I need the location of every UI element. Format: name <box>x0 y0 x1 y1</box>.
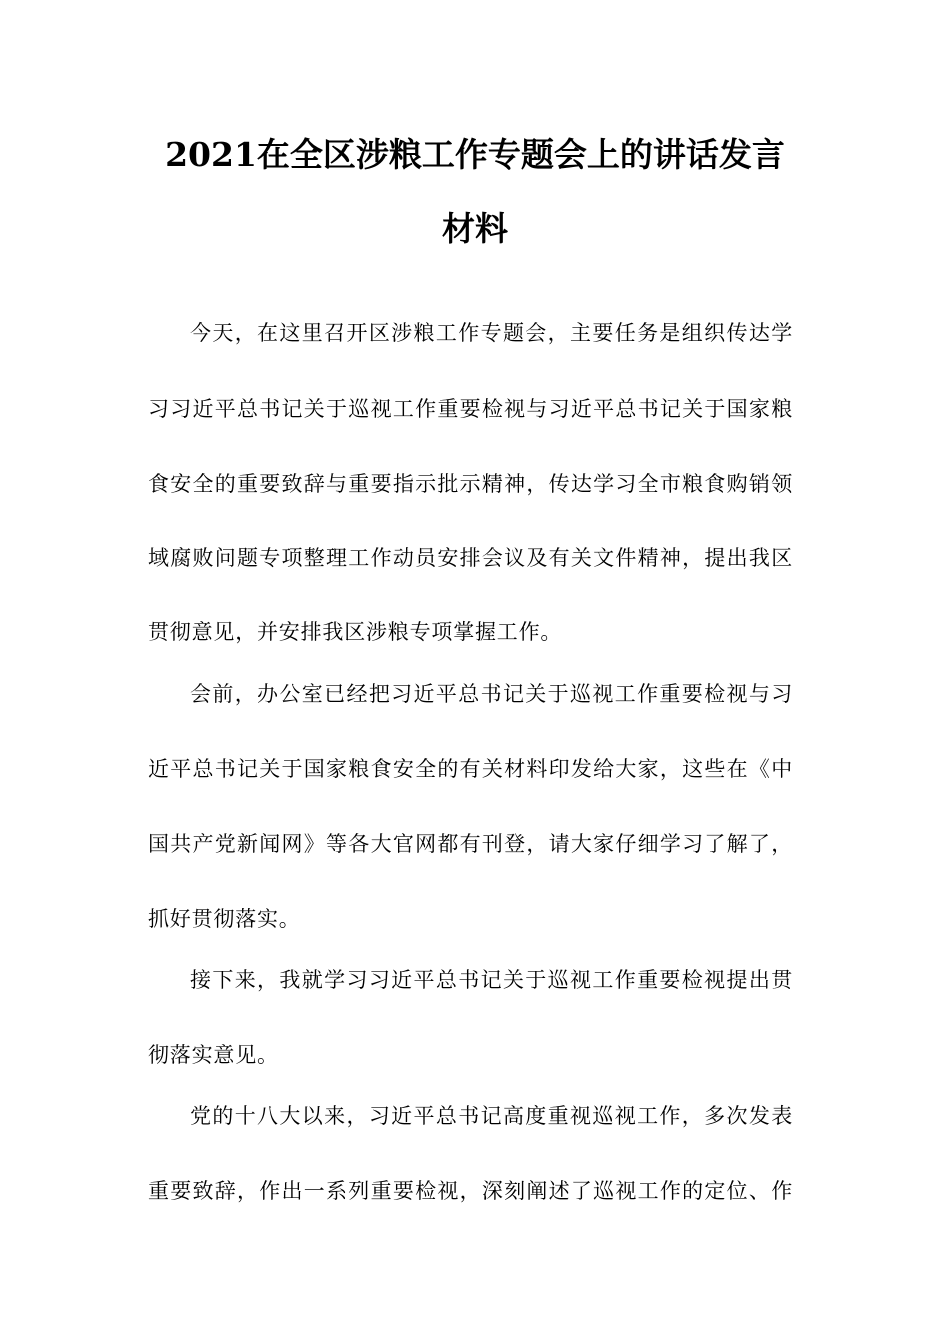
paragraph-line: 国共产党新闻网》等各大官网都有刊登，请大家仔细学习了解了， <box>148 832 793 856</box>
document-title-line-1: 2021在全区涉粮工作专题会上的讲话发言 <box>165 135 785 174</box>
paragraph-line: 重要致辞，作出一系列重要检视，深刻阐述了巡视工作的定位、作 <box>148 1179 793 1203</box>
paragraph-line: 食安全的重要致辞与重要指示批示精神，传达学习全市粮食购销领 <box>148 472 793 496</box>
paragraph-line: 贯彻意见，并安排我区涉粮专项掌握工作。 <box>148 620 563 644</box>
paragraph-line: 抓好贯彻落实。 <box>148 907 301 931</box>
paragraph-line: 接下来，我就学习习近平总书记关于巡视工作重要检视提出贯 <box>190 968 793 992</box>
paragraph-line: 彻落实意见。 <box>148 1043 279 1067</box>
document-title-line-2: 材料 <box>442 209 508 248</box>
paragraph-line: 今天，在这里召开区涉粮工作专题会，主要任务是组织传达学 <box>190 321 793 345</box>
paragraph-line: 党的十八大以来，习近平总书记高度重视巡视工作，多次发表 <box>190 1104 793 1128</box>
paragraph-line: 会前，办公室已经把习近平总书记关于巡视工作重要检视与习 <box>190 682 793 706</box>
paragraph-line: 域腐败问题专项整理工作动员安排会议及有关文件精神，提出我区 <box>148 546 793 570</box>
paragraph-line: 习习近平总书记关于巡视工作重要检视与习近平总书记关于国家粮 <box>148 397 793 421</box>
paragraph-line: 近平总书记关于国家粮食安全的有关材料印发给大家，这些在《中 <box>148 757 793 781</box>
